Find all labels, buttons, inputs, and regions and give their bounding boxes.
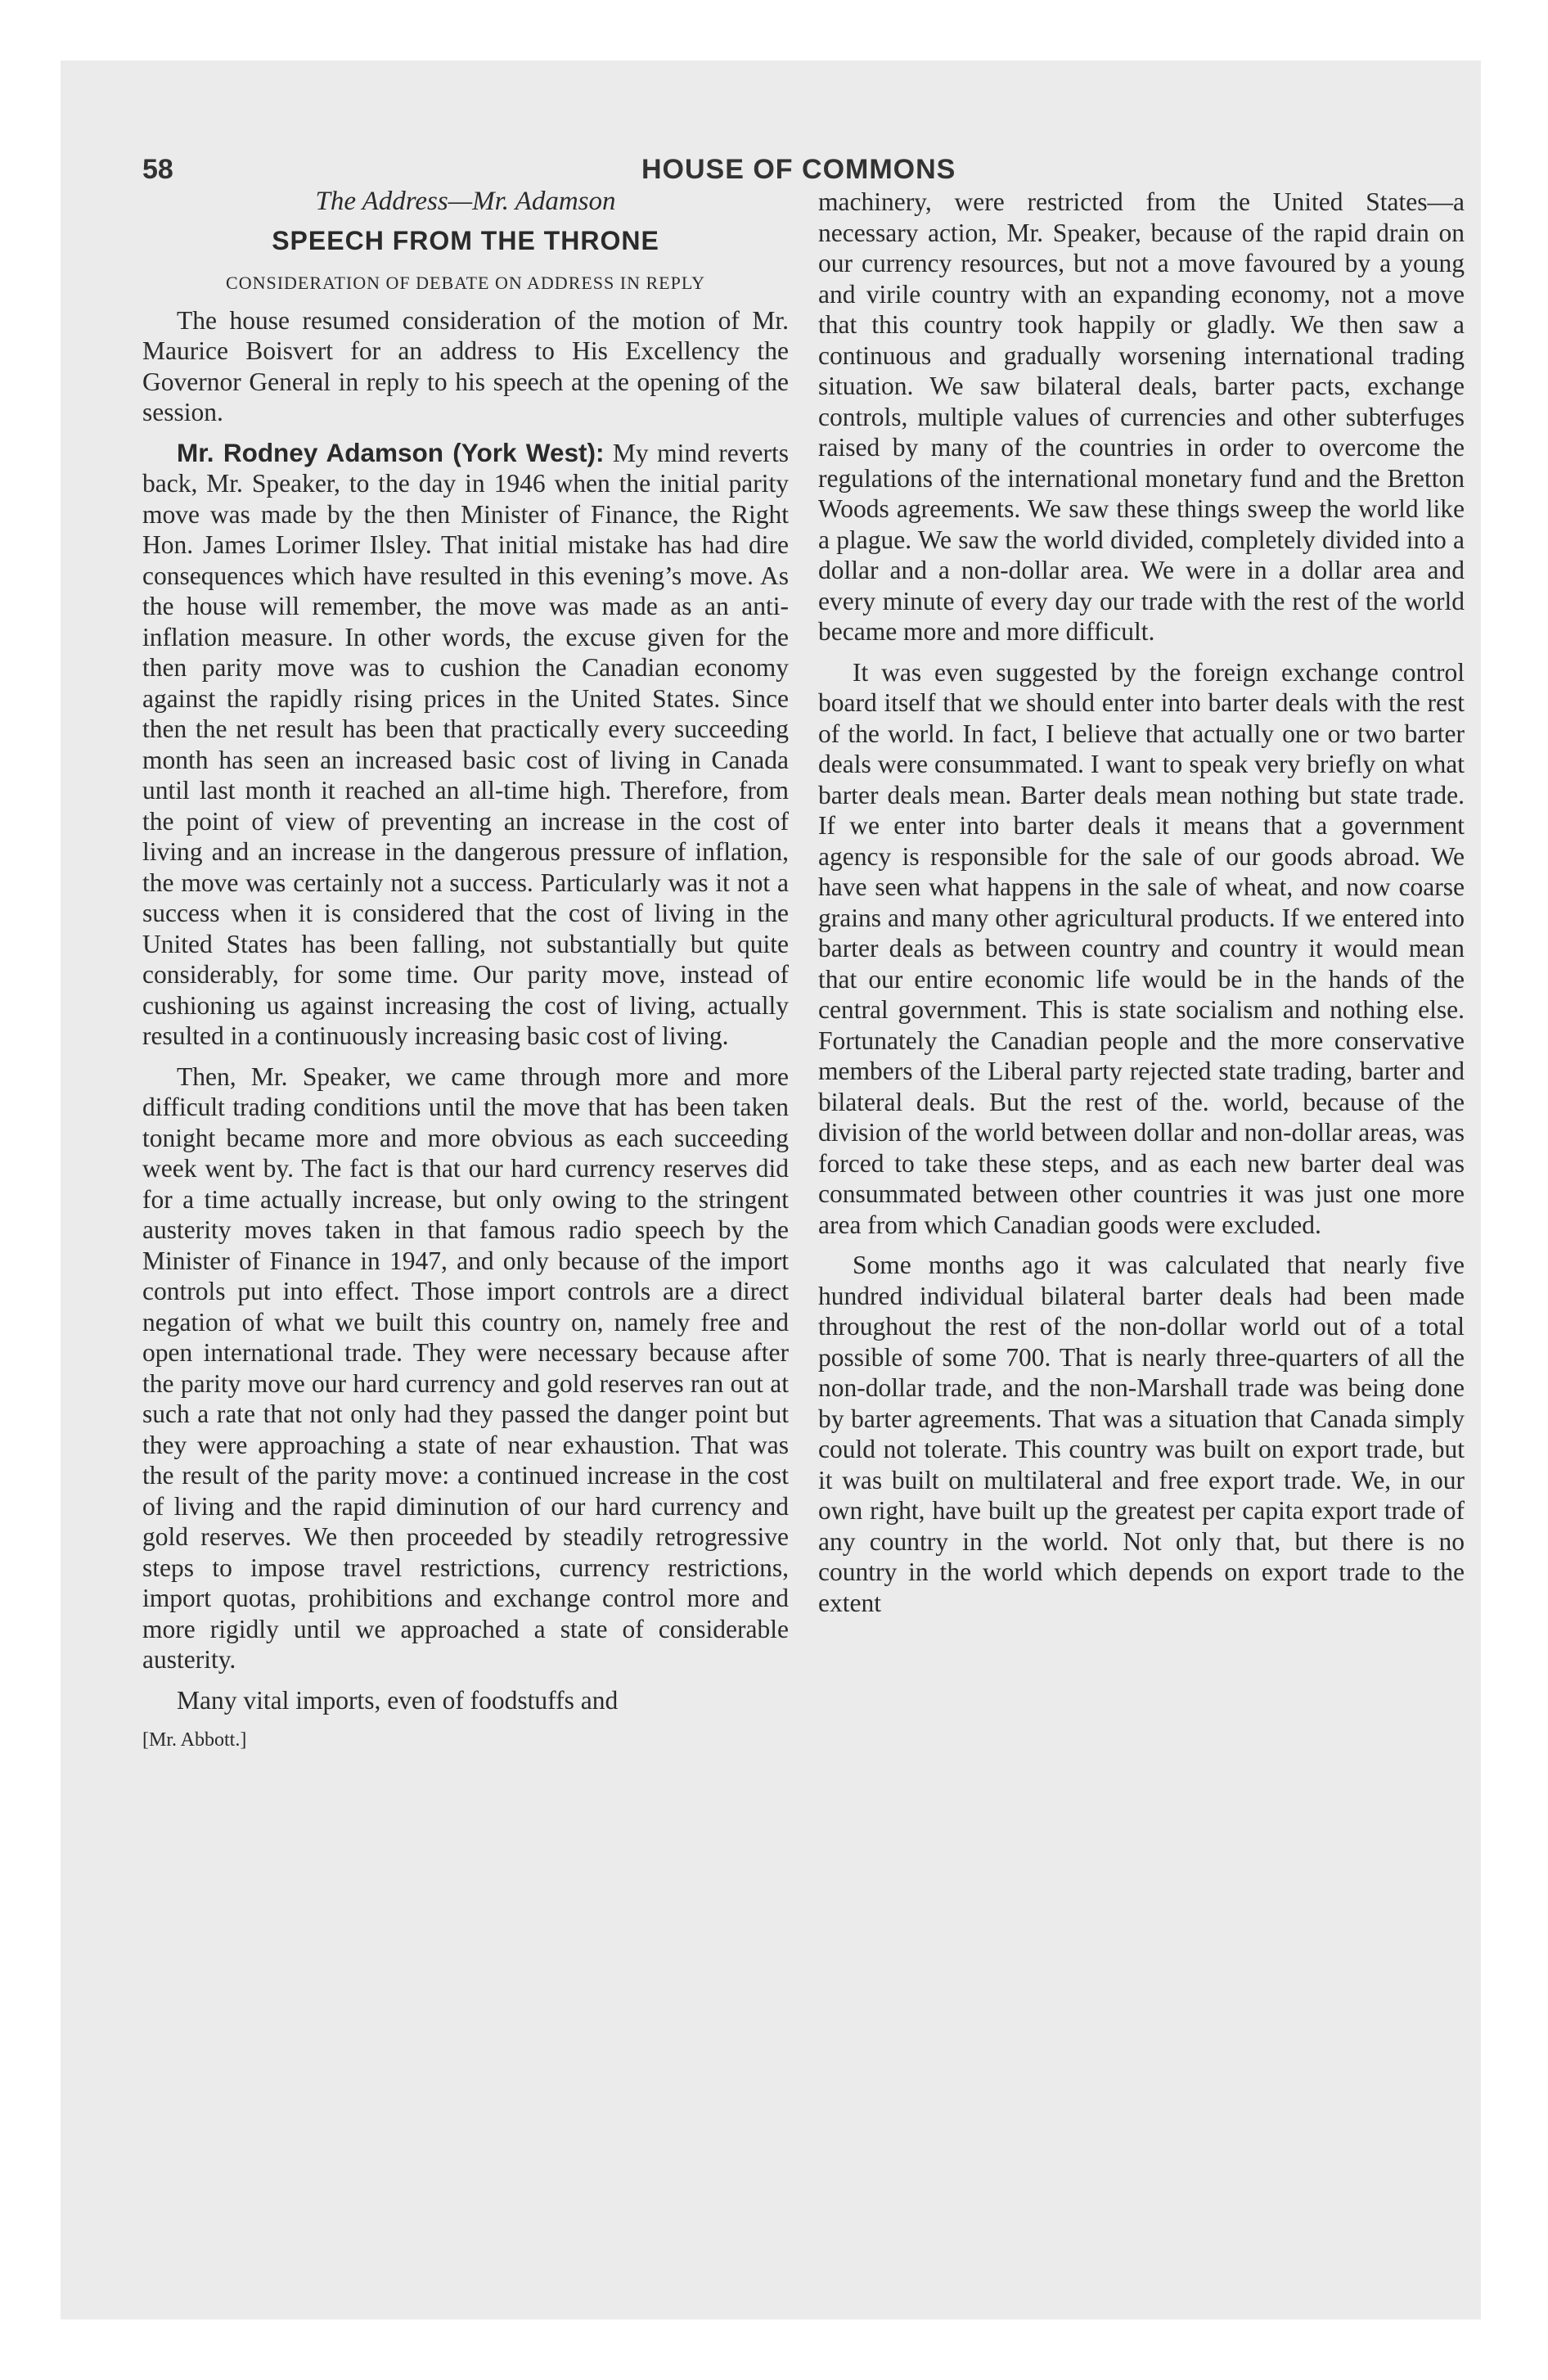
running-head: The Address—Mr. Adamson [315,187,616,216]
speaker-name: Mr. Rodney Adamson (York West): [177,437,605,467]
page-footer: [Mr. Abbott.] [142,1729,247,1751]
left-paragraph-4: Many vital imports, even of foodstuffs and [177,1685,619,1715]
left-paragraph-1: The house resumed consideration of the motion of Mr. Maurice Boisvert for an address to His Excellency the Governor General in reply to his speech at the opening of the session. [142,305,789,426]
page-number: 58 [142,154,173,185]
right-paragraph-2: It was even suggested by the foreign exchange control board itself that we should enter into barter deals with the rest of the world. In fact, I believe that actually one or two barter deals were consummated. I want to speak very briefly on what barter deals mean. Barter deals mean nothing but state trade. If we enter into barter deals it means that a government agency is responsible for the sale of our goods abroad. We have seen what happens in the sale of wheat, and now coarse grains and many other agricultural products. If we entered into barter deals as between country and country it would mean that our entire economic life would be in the hands of the central government. This is state socialism and nothing else. Fortunately the Canadian people and the more conservative members of the Liberal party rejected state trading, barter and bilateral deals. But the rest of the. world, because of the division of the world between dollar and non-dollar areas, was forced to take these steps, and as each new barter deal was consummated between other countries it was just one more area from which Canadian goods were excluded. [818,657,1465,1239]
section-subheading: CONSIDERATION OF DEBATE ON ADDRESS IN REPLY [226,273,705,293]
left-paragraph-3: Then, Mr. Speaker, we came through more and more difficult trading conditions until the move that has been taken tonight became more and more obvious as each succeeding week went by. The fact is that our hard currency reserves did for a time actually increase, but only owing to the stringent austerity moves taken in that famous radio speech by the Minister of Finance in 1947, and only because of the import controls put into effect. Those import controls are a direct negation of what we built this country on, namely free and open international trade. They were necessary because after the parity move our hard currency and gold reserves ran out at such a rate that not only had they passed the danger point but they were approaching a state of near exhaustion. That was the result of the parity move: a continued increase in the cost of living and the rapid diminution of our hard currency and gold reserves. We then proceeded by steadily retrogressive steps to impose travel restrictions, currency restrictions, import quotas, prohibitions and exchange control more and more rigidly until we approached a state of considerable austerity. [142,1062,789,1674]
left-column [142,187,789,1756]
left-paragraph-2 [142,438,789,1052]
page-header-title: HOUSE OF COMMONS [641,154,956,185]
left-paragraph-2-text: My mind reverts back, Mr. Speaker, to the day in 1946 when the initial parity move was made by the then Minister of Finance, the Right Hon. James Lorimer Ilsley. That initial mistake has had dire consequences which have resulted in this evening’s move. As the house will remember, the move was made as an anti-inflation measure. In other words, the excuse given for the then parity move was to cushion the Canadian economy against the rapidly rising prices in the United States. Since then the net result has been that practically every succeeding month has seen an increased basic cost of living in Canada until last month it reached an all-time high. Therefore, from the point of view of preventing an increase in the cost of living and an increase in the dangerous pressure of inflation, the move was certainly not a success. Particularly was it not a success when it is considered that the cost of living in the United States has been falling, not substantially but quite considerably, for some time. Our parity move, instead of cushioning us against increasing the cost of living, actually resulted in a continuously increasing basic cost of living. [142,438,790,1050]
right-paragraph-1: machinery, were restricted from the United States—a necessary action, Mr. Speaker, because of the rapid drain on our currency resources, but not a move favoured by a young and virile country with an expanding economy, not a move that this country took happily or gladly. We then saw a continuous and gradually worsening international trading situation. We saw bilateral deals, barter pacts, exchange controls, multiple values of currencies and other subterfuges raised by many of the countries in order to overcome the regulations of the international monetary fund and the Bretton Woods agreements. We saw these things sweep the world like a plague. We saw the world divided, completely divided into a dollar and a non-dollar area. We were in a dollar area and every minute of every day our trade with the rest of the world became more and more difficult. [818,187,1465,646]
section-heading: SPEECH FROM THE THRONE [272,225,659,255]
right-column [818,187,1465,1628]
document-page [142,147,1481,2324]
right-paragraph-3: Some months ago it was calculated that nearly five hundred individual bilateral barter deals had been made throughout the rest of the non-dollar world out of a total possible of some 700. That is nearly three-quarters of all the non-dollar trade, and the non-Marshall trade was being done by barter agreements. That was a situation that Canada simply could not tolerate. This country was built on export trade, but it was built on multilateral and free export trade. We, in our own right, have built up the greatest per capita export trade of any country in the world. Not only that, but there is no country in the world which depends on export trade to the extent [818,1251,1465,1617]
page-header [142,147,1481,190]
